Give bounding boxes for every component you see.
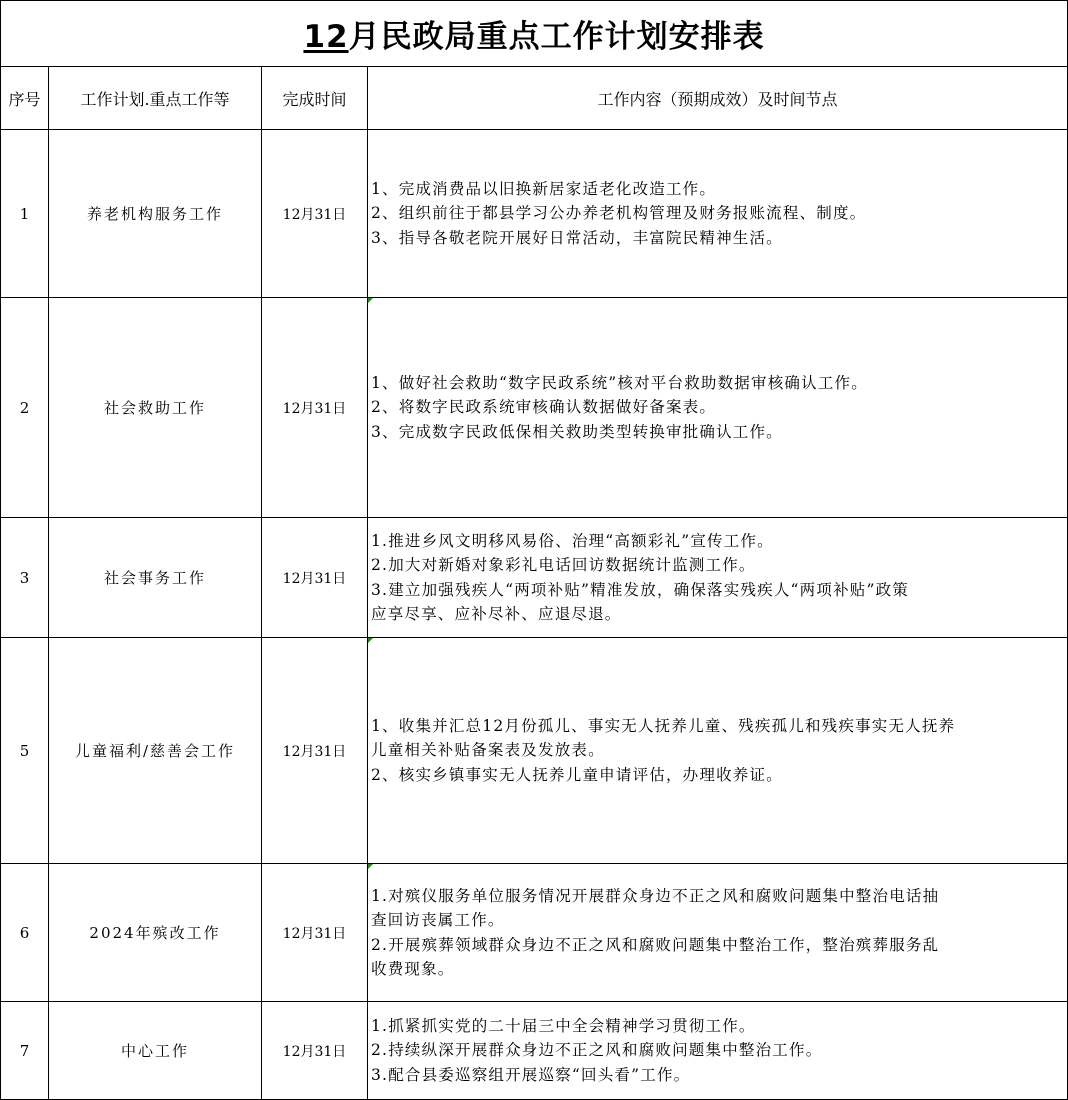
content-line: 1.推进乡风文明移风易俗、治理“高额彩礼”宣传工作。 <box>371 531 774 550</box>
content-line: 2.持续纵深开展群众身边不正之风和腐败问题集中整治工作。 <box>371 1041 823 1060</box>
content-line: 3.配合县委巡察组开展巡察“回头看”工作。 <box>371 1065 691 1084</box>
row-task-cell[interactable]: 养老机构服务工作 <box>49 130 262 298</box>
table-row <box>1 518 1068 638</box>
cell-marker-icon <box>368 638 373 643</box>
content-line: 1、做好社会救助“数字民政系统”核对平台救助数据审核确认工作。 <box>371 373 868 392</box>
content-line: 2.加大对新婚对象彩礼电话回访数据统计监测工作。 <box>371 556 756 574</box>
table-row <box>1 638 1068 864</box>
table-row <box>1 130 1068 298</box>
content-line: 1、收集并汇总12月份孤儿、事实无人抚养儿童、残疾孤儿和残疾事实无人抚养 <box>371 716 956 735</box>
content-line: 2、组织前往于都县学习公办养老机构管理及财务报账流程、制度。 <box>371 204 867 223</box>
row-content-cell[interactable] <box>368 1002 1068 1100</box>
row-seq-cell[interactable]: 3 <box>1 518 49 638</box>
row-seq-cell[interactable]: 1 <box>1 130 49 298</box>
header-row <box>1 67 1068 130</box>
row-date-cell[interactable]: 12月31日 <box>262 638 368 864</box>
header-date[interactable]: 完成时间 <box>262 67 368 130</box>
row-content-cell[interactable] <box>368 298 1068 518</box>
row-seq-cell[interactable]: 2 <box>1 298 49 518</box>
row-task-cell[interactable]: 中心工作 <box>49 1002 262 1100</box>
content-line: 3、完成数字民政低保相关救助类型转换审批确认工作。 <box>371 422 783 441</box>
row-seq-cell[interactable]: 7 <box>1 1002 49 1100</box>
row-content-cell[interactable] <box>368 864 1068 1002</box>
title-number: 12 <box>303 19 349 55</box>
header-seq[interactable]: 序号 <box>1 67 49 130</box>
row-task-cell[interactable]: 2024年殡改工作 <box>49 864 262 1002</box>
content-line: 1.抓紧抓实党的二十届三中全会精神学习贯彻工作。 <box>371 1016 756 1035</box>
content-line: 1、完成消费品以旧换新居家适老化改造工作。 <box>371 179 717 198</box>
row-content-cell[interactable] <box>368 518 1068 638</box>
content-line: 3、指导各敬老院开展好日常活动，丰富院民精神生活。 <box>371 228 783 247</box>
cell-marker-icon <box>368 864 373 869</box>
title-text: 月民政局重点工作计划安排表 <box>348 19 765 55</box>
content-line: 2、核实乡镇事实无人抚养儿童申请评估，办理收养证。 <box>371 765 783 784</box>
row-content-cell[interactable] <box>368 130 1068 298</box>
row-seq-cell[interactable]: 5 <box>1 638 49 864</box>
content-line: 3.建立加强残疾人“两项补贴”精准发放，确保落实残疾人“两项补贴”政策 <box>371 580 909 599</box>
cell-marker-icon <box>368 298 373 303</box>
content-line: 应享尽享、应补尽补、应退尽退。 <box>371 605 622 623</box>
header-content[interactable]: 工作内容（预期成效）及时间节点 <box>368 67 1068 130</box>
table-row <box>1 864 1068 1002</box>
row-task-cell[interactable]: 社会事务工作 <box>49 518 262 638</box>
row-content-cell[interactable] <box>368 638 1068 864</box>
row-date-cell[interactable]: 12月31日 <box>262 864 368 1002</box>
row-date-cell[interactable]: 12月31日 <box>262 298 368 518</box>
content-line: 2、将数字民政系统审核确认数据做好备案表。 <box>371 398 717 417</box>
row-date-cell[interactable]: 12月31日 <box>262 130 368 298</box>
row-seq-cell[interactable]: 6 <box>1 864 49 1002</box>
table-title[interactable] <box>1 1 1068 67</box>
content-line: 查回访丧属工作。 <box>371 911 505 929</box>
row-task-cell[interactable]: 社会救助工作 <box>49 298 262 518</box>
table-row <box>1 1002 1068 1100</box>
content-line: 1.对殡仪服务单位服务情况开展群众身边不正之风和腐败问题集中整治电话抽 <box>371 886 940 905</box>
table-row <box>1 298 1068 518</box>
header-task[interactable]: 工作计划.重点工作等 <box>49 67 262 130</box>
row-task-cell[interactable]: 儿童福利/慈善会工作 <box>49 638 262 864</box>
content-line: 2.开展殡葬领域群众身边不正之风和腐败问题集中整治工作，整治殡葬服务乱 <box>371 935 940 954</box>
row-date-cell[interactable]: 12月31日 <box>262 518 368 638</box>
content-line: 儿童相关补贴备案表及发放表。 <box>371 741 605 760</box>
row-date-cell[interactable]: 12月31日 <box>262 1002 368 1100</box>
content-line: 收费现象。 <box>371 960 455 978</box>
